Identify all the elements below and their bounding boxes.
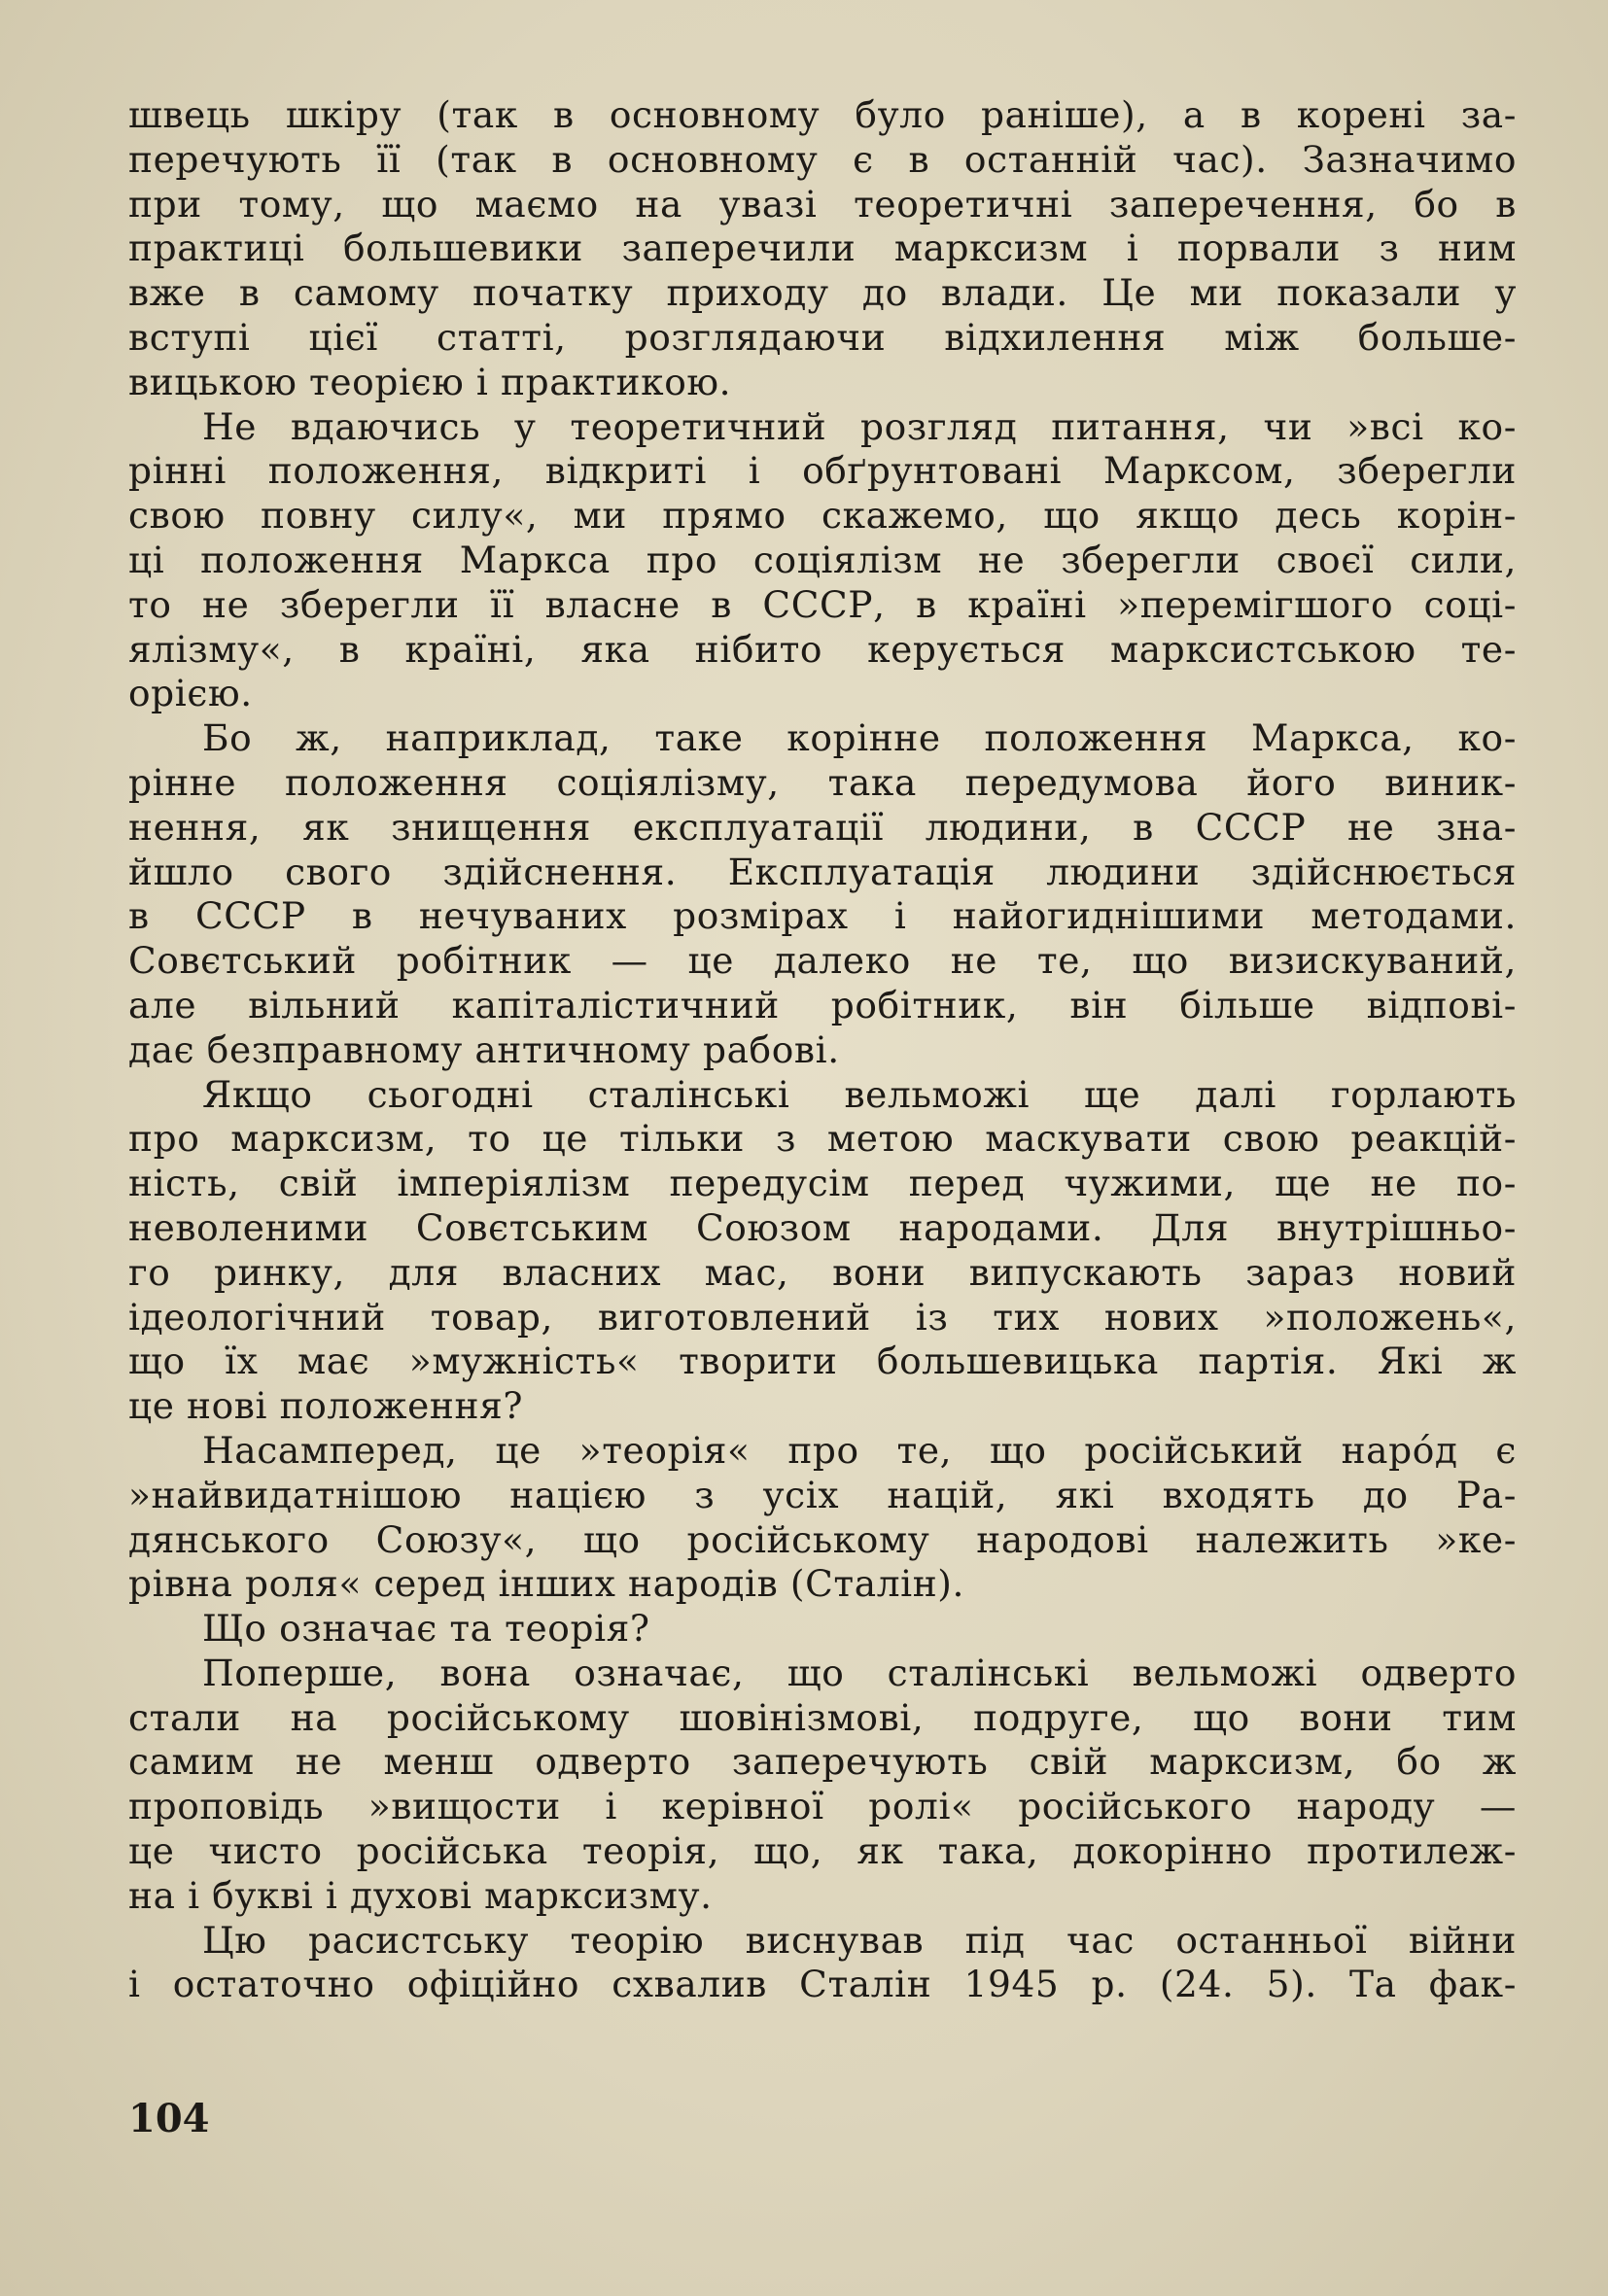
text-line: самим не менш одверто заперечують свій марксизм, бо ж (128, 1740, 1517, 1784)
text-line: то не зберегли її власне в СССР, в країні »перемігшого соці- (128, 582, 1517, 626)
text-line: і остаточно офіційно схвалив Сталін 1945 р. (24. 5). Та фак- (128, 1963, 1517, 2006)
text-line: нення, як знищення експлуатації людини, в СССР не зна- (128, 805, 1517, 849)
text-line: неволеними Совєтським Союзом народами. Для внутрішньо- (128, 1205, 1517, 1249)
text-line: це чисто російська теорія, що, як така, докорінно протилеж- (128, 1829, 1517, 1873)
text-line: проповідь »вищости і керівної ролі« російського народу — (128, 1785, 1517, 1828)
text-line: швець шкіру (так в основному було раніше), а в корені за- (128, 93, 1517, 136)
text-line: го ринку, для власних мас, вони випускають зараз новий (128, 1250, 1517, 1294)
text-line: практиці большевики заперечили марксизм і порвали з ним (128, 226, 1517, 270)
text-line: на і букві і духові марксизму. (128, 1873, 713, 1917)
text-line: Не вдаючись у теоретичний розгляд питання, чи »всі ко- (202, 404, 1517, 448)
text-line: Поперше, вона означає, що сталінські вельможі одверто (202, 1651, 1517, 1694)
text-line: перечують її (так в основному є в останній час). Зазначимо (128, 137, 1517, 181)
body-text (128, 93, 1517, 2007)
text-line: ялізму«, в країні, яка нібито керується марксистською те- (128, 627, 1517, 671)
text-line: ці положення Маркса про соціялізм не зберегли своєї сили, (128, 538, 1517, 581)
text-line: орією. (128, 672, 253, 715)
text-line: що їх має »мужність« творити большевицька партія. Які ж (128, 1339, 1517, 1383)
text-line: Бо ж, наприклад, таке корінне положення Маркса, ко- (202, 716, 1517, 760)
text-line: в СССР в нечуваних розмірах і найогиднішими методами. (128, 894, 1517, 938)
text-line: рівна роля« серед інших народів (Сталін). (128, 1562, 965, 1606)
text-line: вже в самому початку приходу до влади. Це ми показали у (128, 271, 1517, 315)
page-number: 104 (128, 2096, 210, 2141)
text-line: рінне положення соціялізму, така передумова його виник- (128, 760, 1517, 804)
text-line: ність, свій імперіялізм передусім перед чужими, ще не по- (128, 1162, 1517, 1205)
text-line: Совєтський робітник — це далеко не те, що визискуваний, (128, 939, 1517, 983)
text-line: дає безправному античному рабові. (128, 1027, 840, 1071)
text-line: але вільний капіталістичний робітник, він більше відпові- (128, 983, 1517, 1026)
text-line: при тому, що маємо на увазі теоретичні заперечення, бо в (128, 182, 1517, 226)
text-line: Якщо сьогодні сталінські вельможі ще далі горлають (202, 1072, 1517, 1116)
text-line: про марксизм, то це тільки з метою маскувати свою реакцій- (128, 1117, 1517, 1161)
text-line: Що означає та теорія? (202, 1607, 650, 1651)
text-line: Цю расистську теорію виснував під час останньої війни (202, 1918, 1517, 1962)
text-line: ідеологічний товар, виготовлений із тих нових »положень«, (128, 1295, 1517, 1339)
text-line: вицькою теорією і практикою. (128, 360, 732, 403)
text-line: рінні положення, відкриті і обґрунтовані Марксом, зберегли (128, 449, 1517, 493)
text-line: »найвидатнішою нацією з усіх націй, які входять до Ра- (128, 1473, 1517, 1516)
text-line: свою повну силу«, ми прямо скажемо, що якщо десь корін- (128, 494, 1517, 538)
text-line: стали на російському шовінізмові, подруге, що вони тим (128, 1695, 1517, 1739)
text-line: дянського Союзу«, що російському народові належить »ке- (128, 1517, 1517, 1561)
text-line: це нові положення? (128, 1384, 524, 1428)
text-line: йшло свого здійснення. Експлуатація людини здійснюється (128, 850, 1517, 893)
text-line: вступі цієї статті, розглядаючи відхилення між больше- (128, 315, 1517, 359)
text-line: Насамперед, це »теорія« про те, що російський нарóд є (202, 1428, 1517, 1472)
